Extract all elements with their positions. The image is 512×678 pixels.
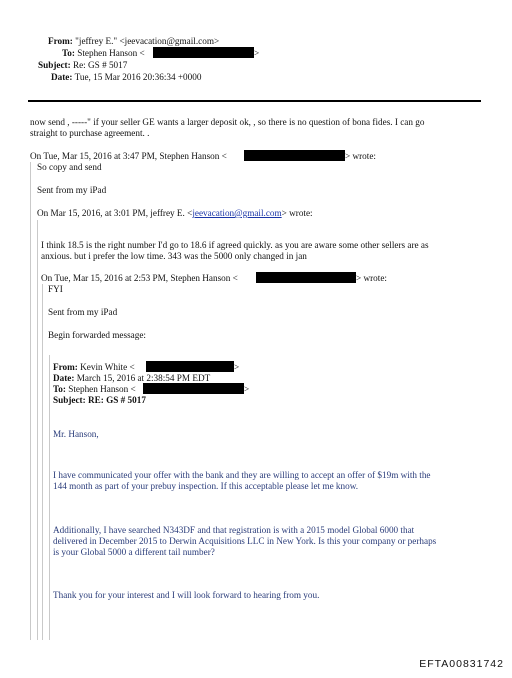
header-from-value: "jeffrey E." <jeevacation@gmail.com>	[75, 36, 220, 46]
quote3-intro: On Tue, Mar 15, 2016 at 2:53 PM, Stephen Hanson <	[41, 273, 238, 283]
quote2-intro-b: > wrote:	[281, 208, 313, 218]
header-to-label: To:	[62, 48, 75, 58]
bates-number: EFTA00831742	[419, 658, 504, 670]
header-date-label: Date:	[51, 72, 73, 82]
quote2-intro	[37, 208, 313, 219]
fwd-from	[53, 362, 135, 373]
header-date	[51, 72, 201, 84]
fwd-para1-line-2: 144 month as part of your prebuy inspection. If this acceptable please let me know.	[53, 481, 359, 491]
header-from-label: From:	[48, 36, 73, 46]
quote3-wrote: > wrote:	[356, 273, 387, 283]
fwd-from-tail: >	[234, 362, 240, 372]
fwd-para2-line-3: is your Global 5000 a different tail number?	[53, 547, 215, 557]
redaction-box	[256, 272, 356, 283]
reply-line-2: straight to purchase agreement. .	[30, 128, 150, 138]
quote1-text: So copy and send	[37, 162, 102, 172]
redaction-box	[143, 383, 244, 394]
header-subject-label: Subject:	[38, 60, 71, 70]
quote-bar-1	[30, 162, 31, 640]
quote1-signature: Sent from my iPad	[37, 185, 107, 195]
quote2-intro-a: On Mar 15, 2016, at 3:01 PM, jeffrey E. <	[37, 208, 193, 218]
quote2-line-1: I think 18.5 is the right number I'd go to 18.6 if agreed quickly. as you are aware some other sellers are as	[41, 240, 429, 250]
reply-line-1: now send , -----" if your seller GE wants a larger deposit ok, , so there is no question of bona fides. I can go	[30, 117, 425, 127]
fwd-date-label: Date:	[53, 373, 75, 383]
fwd-closing: Thank you for your interest and I will look forward to hearing from you.	[53, 590, 320, 600]
quote3-forwarded-label: Begin forwarded message:	[48, 330, 146, 340]
fwd-para2-line-2: delivered in December 2015 to Derwin Acquisitions LLC in New York. Is this your company or perhaps	[53, 536, 437, 546]
redaction-box	[146, 361, 234, 372]
fwd-to-value: Stephen Hanson <	[68, 384, 136, 394]
redaction-box	[244, 150, 345, 161]
quote-bar-4	[49, 355, 50, 640]
fwd-para1-line-1: I have communicated your offer with the bank and they are willing to accept an offer of $19m with the	[53, 470, 431, 480]
redaction-box	[153, 47, 254, 58]
fwd-subject-value: RE: GS # 5017	[87, 395, 146, 405]
header-subject-value: Re: GS # 5017	[72, 60, 128, 70]
fwd-date-value: March 15, 2016 at 2:38:54 PM EDT	[76, 373, 211, 383]
fwd-to-label: To:	[53, 384, 66, 394]
header-from	[48, 36, 219, 48]
quote-bar-2	[37, 220, 38, 640]
quote1-intro: On Tue, Mar 15, 2016 at 3:47 PM, Stephen Hanson <	[30, 151, 227, 161]
fwd-subject	[53, 395, 146, 406]
quote1-wrote: > wrote:	[345, 151, 376, 161]
header-date-value: Tue, 15 Mar 2016 20:36:34 +0000	[74, 72, 202, 82]
fwd-subject-label: Subject:	[53, 395, 86, 405]
header-divider	[28, 100, 481, 102]
fwd-to	[53, 384, 136, 395]
fwd-para2-line-1: Additionally, I have searched N343DF and that registration is with a 2015 model Global 6000 that	[53, 525, 415, 535]
fwd-to-tail: >	[244, 384, 250, 394]
header-subject	[38, 60, 127, 72]
quote3-fyi: FYI	[48, 284, 63, 294]
fwd-from-value: Kevin White <	[80, 362, 135, 372]
quote-bar-3	[42, 284, 43, 640]
header-to-tail: >	[254, 48, 260, 58]
quote3-signature: Sent from my iPad	[48, 307, 118, 317]
quote2-line-2: anxious. but i prefer the low time. 343 was the 5000 only changed in jan	[41, 251, 307, 261]
fwd-salutation: Mr. Hanson,	[53, 429, 99, 439]
header-to	[62, 48, 145, 60]
header-to-value: Stephen Hanson <	[77, 48, 145, 58]
quote2-email-link[interactable]: jeevacation@gmail.com	[192, 208, 282, 218]
fwd-from-label: From:	[53, 362, 78, 372]
